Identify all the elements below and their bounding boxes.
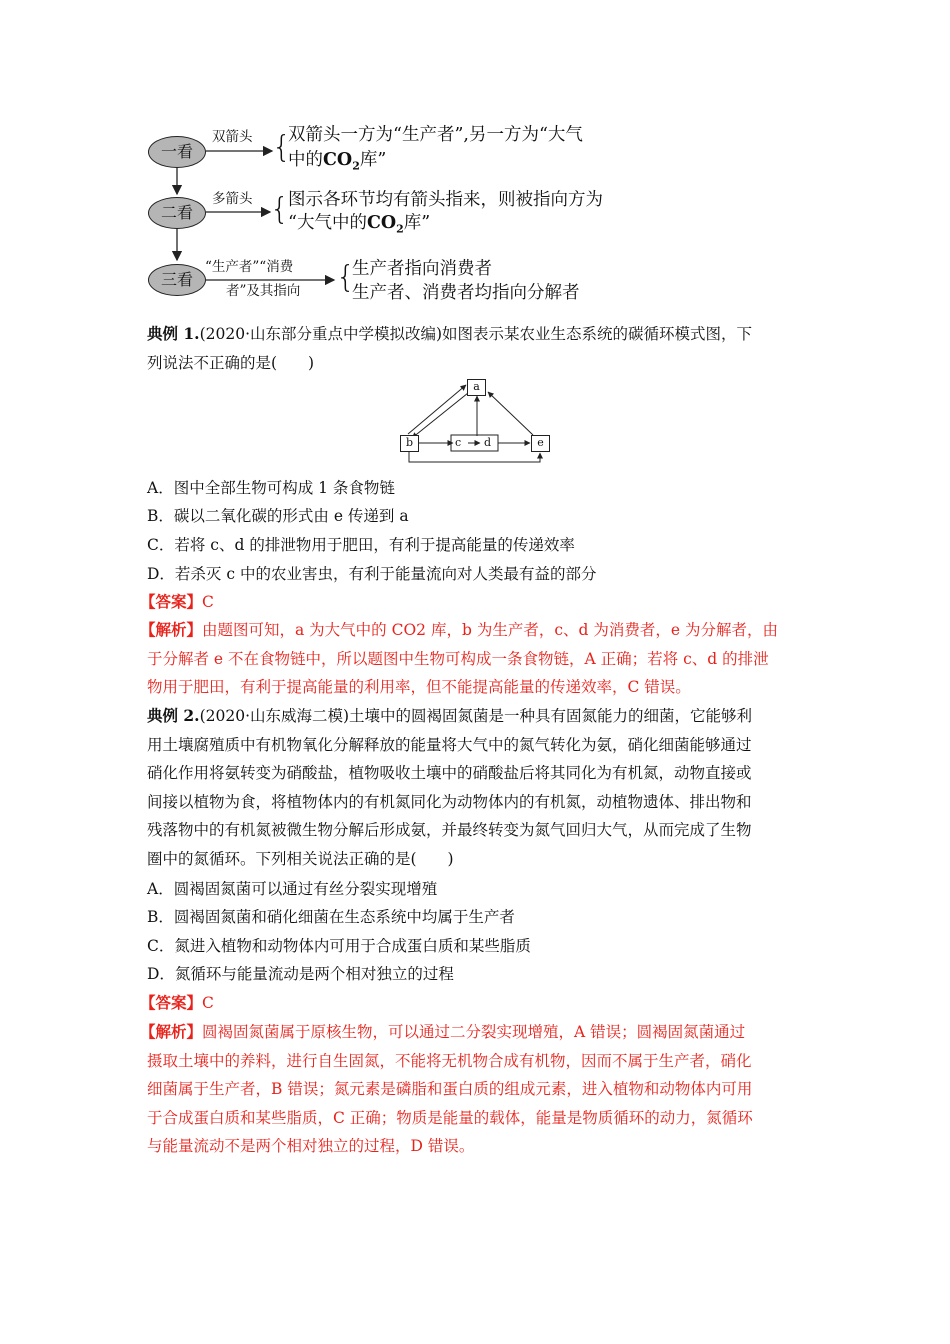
- example2-analysis: 【解析】圆褐固氮菌属于原核生物，可以通过二分裂实现增殖，A 错误；圆褐固氮菌通过 摄取土壤中的养料，进行自生固氮，不能将无机物合成有机物，因而不属于生产者，硝化 细菌属于生产者，B 错误；氮元素是磷脂和蛋白质的组成元素，进入植物和动物体内可用 于合成蛋白质和某些脂质，C 正确；物质是能量的载体，能量是物质循环的动力，氮循环 与能量流动不是两个相对独立的过程，D 错误。: [140, 1022, 753, 1156]
- example1-option-c: C．若将 c、d 的排泄物用于肥田，有利于提高能量的传递效率: [147, 536, 575, 554]
- example2-option-d: D．氮循环与能量流动是两个相对独立的过程: [147, 965, 454, 983]
- brace-2: {: [270, 192, 290, 227]
- step1-desc-line1: 双箭头一方为“生产者”,另一方为“大气: [288, 125, 583, 145]
- node-b: b: [400, 435, 419, 452]
- step3-arrow-label-2: 者”及其指向: [226, 283, 301, 299]
- step1-arrow-label: 双箭头: [212, 129, 253, 145]
- node-a: a: [467, 379, 486, 396]
- example1-analysis: 【解析】由题图可知，a 为大气中的 CO2 库，b 为生产者，c、d 为消费者，e 为分解者，由 于分解者 e 不在食物链中，所以题图中生物可构成一条食物链，A 正确；若将 c、d 的排泄 物用于肥田，有利于提高能量的利用率，但不能提高能量的传递效率，C 错误。: [140, 620, 778, 697]
- example2-answer: 【答案】C: [140, 993, 214, 1012]
- step-oval-1: 一看: [148, 136, 206, 168]
- example2-option-c: C．氮进入植物和动物体内可用于合成蛋白质和某些脂质: [147, 937, 531, 955]
- brace-3: {: [336, 260, 356, 295]
- step2-desc-line1: 图示各环节均有箭头指来，则被指向方为: [288, 190, 603, 210]
- node-e: e: [531, 435, 550, 452]
- step-oval-2: 二看: [148, 197, 206, 229]
- step2-arrow-label: 多箭头: [212, 191, 253, 207]
- brace-1: {: [272, 130, 292, 165]
- example1-option-a: A．图中全部生物可构成 1 条食物链: [147, 479, 395, 497]
- example2-option-a: A．圆褐固氮菌可以通过有丝分裂实现增殖: [147, 880, 438, 898]
- step1-desc-line2: 中的$CO_2$库”: [288, 150, 387, 173]
- step3-desc-line1: 生产者指向消费者: [352, 259, 492, 279]
- node-d: d: [484, 436, 492, 449]
- step3-arrow-label-1: “生产者”“消费: [205, 259, 294, 275]
- example1-stem: 典例 1.(2020·山东部分重点中学模拟改编)如图表示某农业生态系统的碳循环模式图，下 列说法不正确的是( ): [147, 324, 753, 372]
- step2-desc-line2: “大气中的$CO_2$库”: [288, 213, 431, 236]
- example2-stem: 典例 2.(2020·山东威海二模)土壤中的圆褐固氮菌是一种具有固氮能力的细菌，它能够利 用土壤腐殖质中有机物氧化分解释放的能量将大气中的氮气转化为氨，硝化细菌能够通过 硝化作用将氨转变为硝酸盐，植物吸收土壤中的硝酸盐后将其同化为有机氮，动物直接或 间接以植物为食，将植物体内的有机氮同化为动物体内的有机氮，动植物遗体、排出物和 残落物中的有机氮被微生物分解后形成氨，并最终转变为氮气回归大气，从而完成了生物 圈中的氮循环。下列相关说法正确的是( ): [147, 706, 753, 868]
- example2-option-b: B．圆褐固氮菌和硝化细菌在生态系统中均属于生产者: [147, 908, 515, 926]
- example1-option-d: D．若杀灭 c 中的农业害虫，有利于能量流向对人类最有益的部分: [147, 565, 597, 583]
- step3-desc-line2: 生产者、消费者均指向分解者: [352, 283, 580, 303]
- node-c: c: [455, 436, 462, 449]
- step-oval-3: 三看: [148, 264, 206, 296]
- example1-answer: 【答案】C: [140, 592, 214, 611]
- example1-option-b: B．碳以二氧化碳的形式由 e 传递到 a: [147, 507, 409, 525]
